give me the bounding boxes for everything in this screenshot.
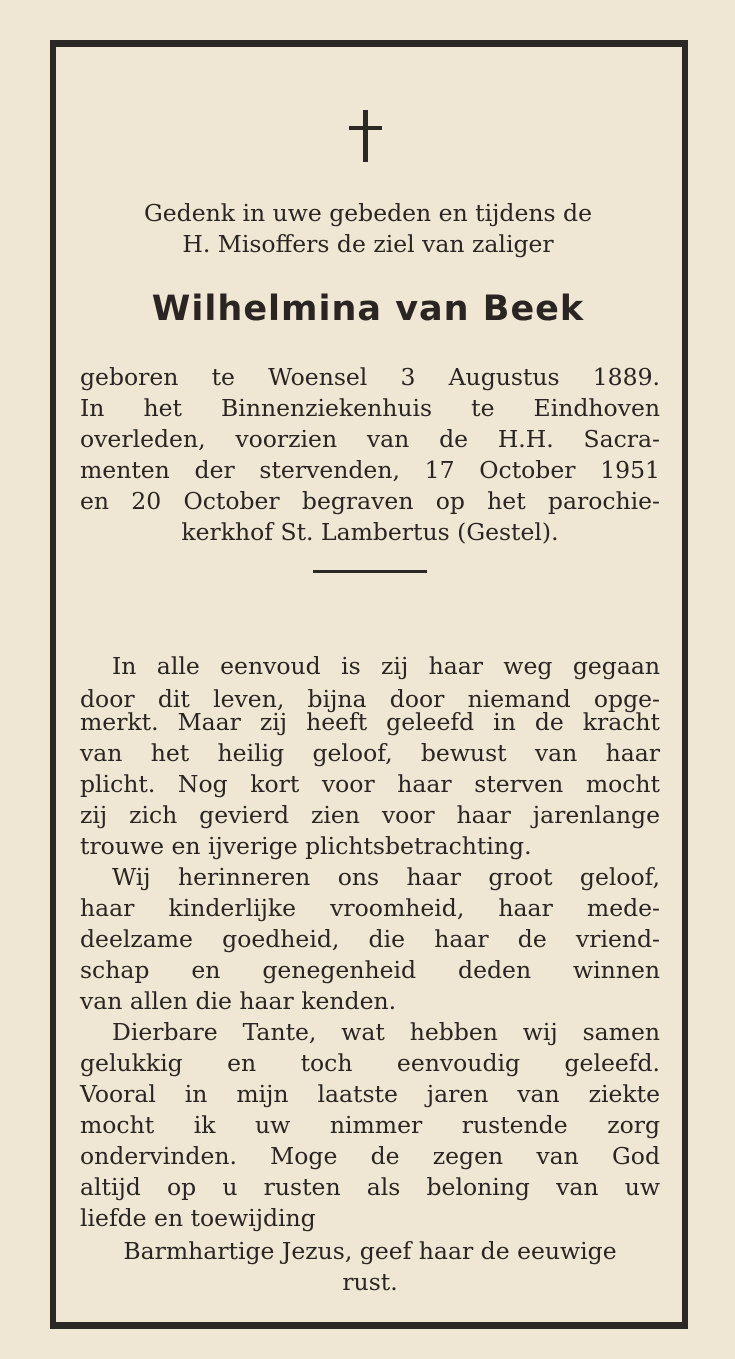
frame-bottom-border bbox=[50, 1322, 688, 1329]
body-line: merkt. Maar zij heeft geleefd in de kracht bbox=[80, 708, 660, 736]
body-line: zij zich gevierd zien voor haar jarenlange bbox=[80, 801, 660, 829]
body-line: Dierbare Tante, wat hebben wij samen bbox=[112, 1018, 660, 1046]
body-line: Wij herinneren ons haar groot geloof, bbox=[112, 863, 660, 891]
bio-line: geboren te Woensel 3 Augustus 1889. bbox=[80, 363, 660, 391]
bio-line: en 20 October begraven op het parochie- bbox=[80, 487, 660, 515]
body-line: door dit leven, bijna door niemand opge- bbox=[80, 685, 660, 713]
body-line: plicht. Nog kort voor haar sterven mocht bbox=[80, 770, 660, 798]
body-line: schap en genegenheid deden winnen bbox=[80, 956, 660, 984]
bio-line: menten der stervenden, 17 October 1951 bbox=[80, 456, 660, 484]
body-line: ondervinden. Moge de zegen van God bbox=[80, 1142, 660, 1170]
body-line: liefde en toewijding bbox=[80, 1204, 316, 1232]
body-line: In alle eenvoud is zij haar weg gegaan bbox=[112, 652, 660, 680]
cross-icon bbox=[346, 110, 386, 162]
body-line: Vooral in mijn laatste jaren van ziekte bbox=[80, 1080, 660, 1108]
bio-line: In het Binnenziekenhuis te Eindhoven bbox=[80, 394, 660, 422]
body-line: mocht ik uw nimmer rustende zorg bbox=[80, 1111, 660, 1139]
closing-line-1: Barmhartige Jezus, geef haar de eeuwige bbox=[123, 1237, 617, 1265]
header-line-1: Gedenk in uwe gebeden en tijdens de bbox=[143, 199, 592, 227]
frame-right-border bbox=[682, 40, 688, 1329]
bio-line: overleden, voorzien van de H.H. Sacra- bbox=[80, 425, 660, 453]
frame-left-border bbox=[50, 40, 56, 1329]
section-divider bbox=[313, 570, 427, 573]
body-line: altijd op u rusten als beloning van uw bbox=[80, 1173, 660, 1201]
body-line: haar kinderlijke vroomheid, haar mede- bbox=[80, 894, 660, 922]
body-line: gelukkig en toch eenvoudig geleefd. bbox=[80, 1049, 660, 1077]
body-line: trouwe en ijverige plichtsbetrachting. bbox=[80, 832, 532, 860]
frame-top-border bbox=[50, 40, 688, 47]
bio-line: kerkhof St. Lambertus (Gestel). bbox=[181, 518, 559, 546]
closing-line-2: rust. bbox=[342, 1268, 398, 1296]
body-line: van het heilig geloof, bewust van haar bbox=[80, 739, 660, 767]
header-line-2: H. Misoffers de ziel van zaliger bbox=[182, 230, 554, 258]
body-line: deelzame goedheid, die haar de vriend- bbox=[80, 925, 660, 953]
deceased-name: Wilhelmina van Beek bbox=[151, 289, 585, 329]
body-line: van allen die haar kenden. bbox=[80, 987, 397, 1015]
